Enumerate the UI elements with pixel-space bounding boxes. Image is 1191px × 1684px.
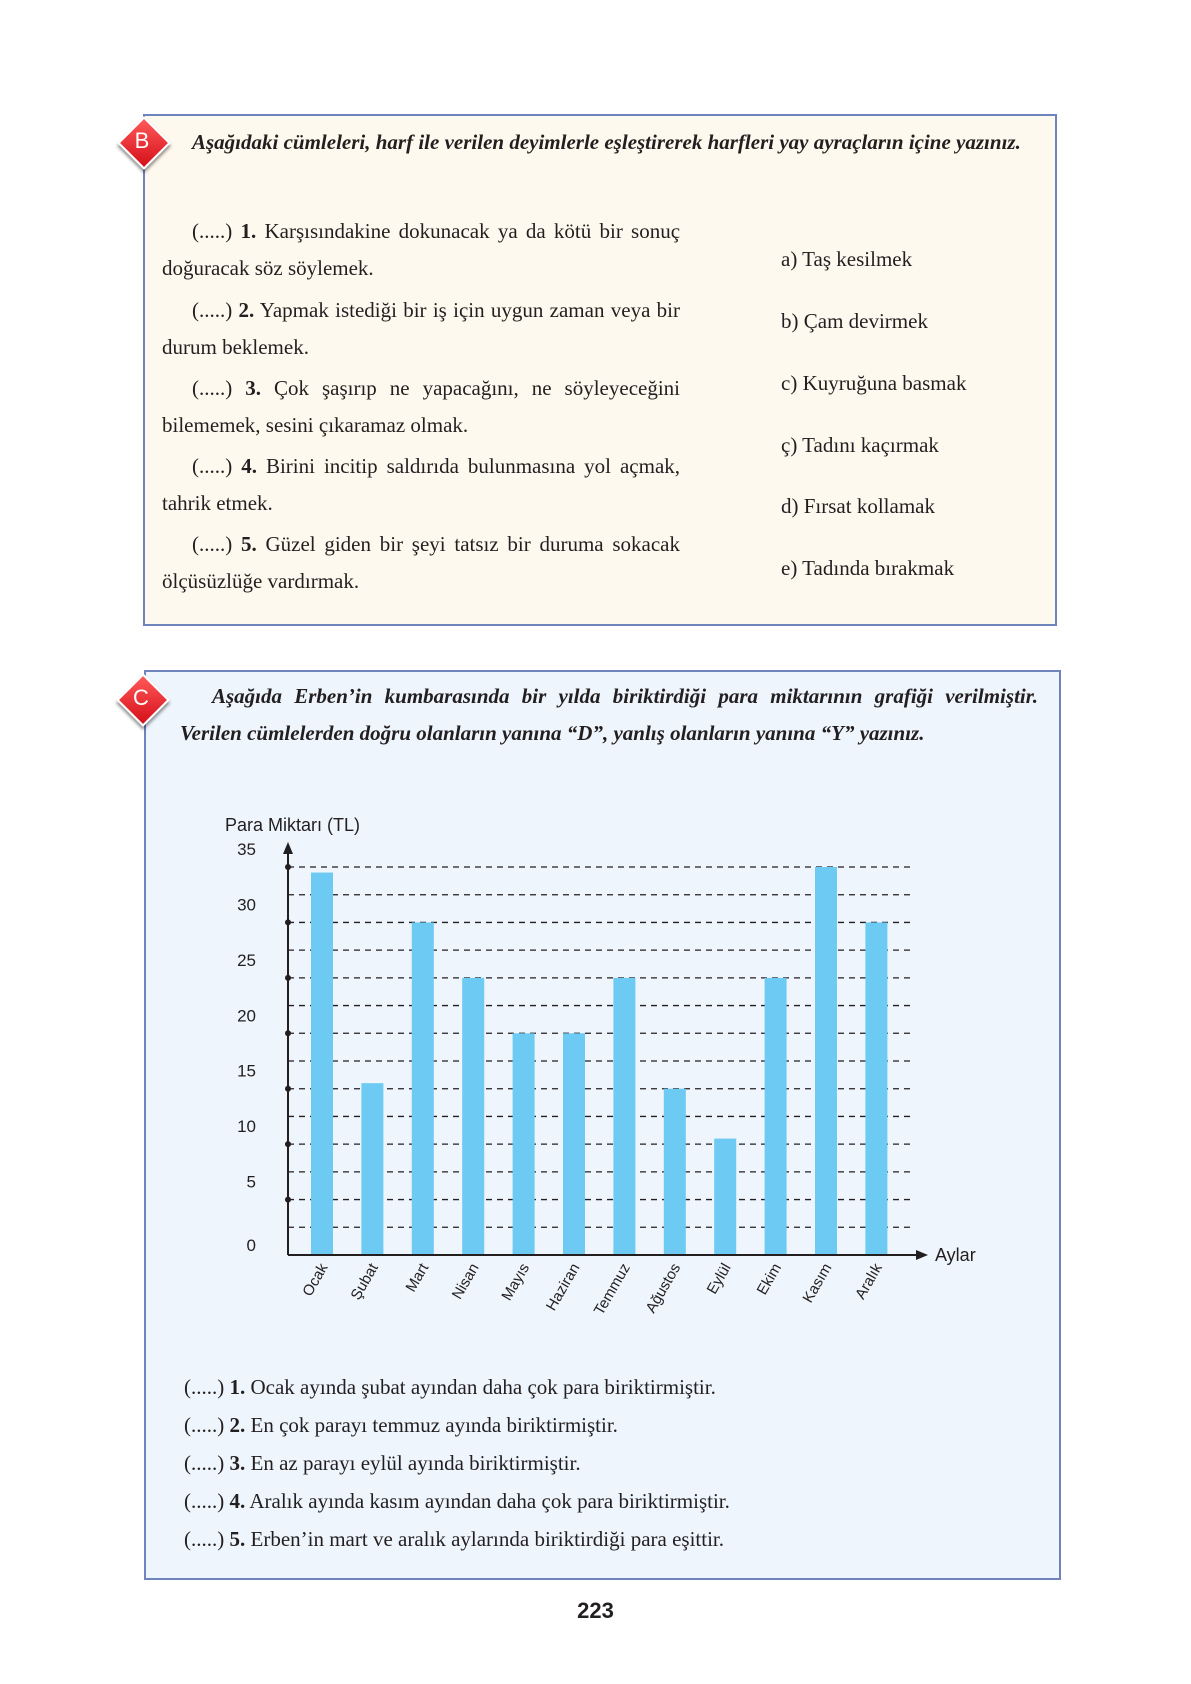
statement-blank[interactable]: (.....)	[184, 1375, 225, 1399]
section-b-item	[162, 448, 680, 522]
y-tick-label: 25	[237, 950, 256, 970]
item-number: 1.	[240, 219, 257, 243]
x-tick-label: Ekim	[753, 1260, 786, 1298]
statement-text: En az parayı eylül ayında biriktirmiştir.	[250, 1451, 581, 1475]
bar-Eylül	[714, 1139, 736, 1255]
section-b-instruction: Aşağıdaki cümleleri, harf ile verilen deyimlerle eşleştirerek harfleri yay ayraçların içine yazınız.	[192, 130, 1021, 154]
statement-number: 1.	[229, 1375, 246, 1399]
x-tick-label: Şubat	[347, 1260, 382, 1303]
savings-bar-chart	[210, 810, 990, 1335]
item-number: 2.	[238, 298, 255, 322]
y-tick-dot	[285, 919, 291, 925]
statement-number: 3.	[229, 1451, 246, 1475]
x-tick-label: Eylül	[703, 1260, 735, 1298]
statement-number: 5.	[229, 1527, 246, 1551]
item-text: Karşısındakine dokunacak ya da kötü bir sonuç doğuracak söz söylemek.	[162, 219, 681, 280]
y-tick-dot	[285, 1197, 291, 1203]
section-c-instruction: Aşağıda Erben’in kumbarasında bir yılda biriktirdiği para miktarının grafiği verilmiştir. Verilen cümlelerden doğru olanların yanına “D”, yanlış olanların yanına “Y” yazınız.	[180, 684, 1038, 745]
section-b-option: a) Taş kesilmek	[781, 247, 913, 271]
statement-number: 4.	[229, 1489, 246, 1513]
bar-Kasım	[815, 867, 837, 1255]
y-tick-label: 0	[246, 1236, 256, 1255]
y-axis-label: Para Miktarı (TL)	[225, 815, 361, 835]
statement-blank[interactable]: (.....)	[184, 1413, 225, 1437]
section-b-item	[162, 526, 680, 600]
section-b-item	[162, 292, 680, 366]
item-blank[interactable]: (.....)	[192, 298, 233, 322]
section-c-statement	[184, 1486, 730, 1516]
x-tick-label: Aralık	[851, 1260, 886, 1303]
section-b-badge-letter: B	[134, 128, 150, 153]
x-tick-label: Ağustos	[642, 1260, 685, 1316]
x-tick-label: Temmuz	[590, 1260, 634, 1319]
item-text: Yapmak istediği bir iş için uygun zaman veya bir durum beklemek.	[162, 298, 680, 359]
section-c-statement	[184, 1410, 618, 1440]
statement-text: Aralık ayında kasım ayından daha çok para biriktirmiştir.	[249, 1489, 730, 1513]
item-blank[interactable]: (.....)	[192, 532, 233, 556]
y-tick-label: 35	[237, 840, 256, 859]
bar-Ekim	[765, 978, 787, 1255]
bar-Mart	[412, 922, 434, 1255]
bar-Şubat	[361, 1083, 383, 1255]
item-number: 5.	[240, 532, 257, 556]
bar-Ağustos	[664, 1089, 686, 1255]
x-axis-label: Aylar	[935, 1245, 976, 1265]
bar-Nisan	[462, 978, 484, 1255]
section-b-option: b) Çam devirmek	[781, 309, 928, 333]
x-axis-arrow-icon	[916, 1250, 928, 1260]
section-c-statement	[184, 1372, 716, 1402]
section-b-option: e) Tadında bırakmak	[781, 556, 955, 580]
statement-text: En çok parayı temmuz ayında biriktirmiştir.	[250, 1413, 618, 1437]
bar-Aralık	[865, 922, 887, 1255]
y-tick-label: 10	[237, 1117, 256, 1137]
item-blank[interactable]: (.....)	[192, 376, 233, 400]
y-tick-dot	[285, 975, 291, 981]
section-c-badge-letter: C	[133, 685, 149, 710]
item-number: 3.	[245, 376, 261, 400]
statement-text: Ocak ayında şubat ayından daha çok para biriktirmiştir.	[250, 1375, 716, 1399]
statement-blank[interactable]: (.....)	[184, 1489, 225, 1513]
item-text: Güzel giden bir şeyi tatsız bir duruma sokacak ölçüsüzlüğe vardırmak.	[162, 532, 680, 593]
x-tick-label: Haziran	[542, 1260, 584, 1314]
y-tick-label: 5	[246, 1172, 256, 1192]
bar-Haziran	[563, 1033, 585, 1255]
statement-text: Erben’in mart ve aralık aylarında biriktirdiği para eşittir.	[250, 1527, 724, 1551]
bar-Mayıs	[513, 1033, 535, 1255]
y-tick-label: 20	[237, 1006, 256, 1026]
section-b-item	[162, 213, 680, 287]
item-blank[interactable]: (.....)	[192, 219, 233, 243]
y-tick-dot	[285, 1141, 291, 1147]
section-c-statement	[184, 1448, 581, 1478]
y-tick-dot	[285, 1086, 291, 1092]
x-tick-label: Nisan	[448, 1260, 483, 1303]
statement-number: 2.	[229, 1413, 246, 1437]
bar-Temmuz	[613, 978, 635, 1255]
y-tick-dot	[285, 1030, 291, 1036]
statement-blank[interactable]: (.....)	[184, 1451, 225, 1475]
x-tick-label: Kasım	[799, 1260, 836, 1306]
section-c-statement	[184, 1524, 724, 1554]
statement-blank[interactable]: (.....)	[184, 1527, 225, 1551]
item-number: 4.	[241, 454, 257, 478]
y-axis-arrow-icon	[283, 842, 293, 854]
item-blank[interactable]: (.....)	[192, 454, 233, 478]
x-tick-label: Mayıs	[498, 1260, 534, 1304]
y-tick-label: 30	[237, 895, 256, 915]
item-text: Birini incitip saldırıda bulunmasına yol açmak, tahrik etmek.	[162, 454, 681, 515]
section-b-option: ç) Tadını kaçırmak	[781, 433, 939, 457]
section-b-option: c) Kuyruğuna basmak	[781, 371, 967, 395]
page-number: 223	[577, 1598, 614, 1623]
item-text: Çok şaşırıp ne yapacağını, ne söyleyeceğini bilememek, sesini çıkaramaz olmak.	[162, 376, 681, 437]
x-tick-label: Mart	[402, 1260, 433, 1295]
bar-Ocak	[311, 873, 333, 1255]
section-b-option: d) Fırsat kollamak	[781, 494, 935, 518]
y-tick-label: 15	[237, 1061, 256, 1081]
section-b-item	[162, 370, 680, 444]
y-tick-dot	[285, 864, 291, 870]
x-tick-label: Ocak	[299, 1260, 332, 1300]
